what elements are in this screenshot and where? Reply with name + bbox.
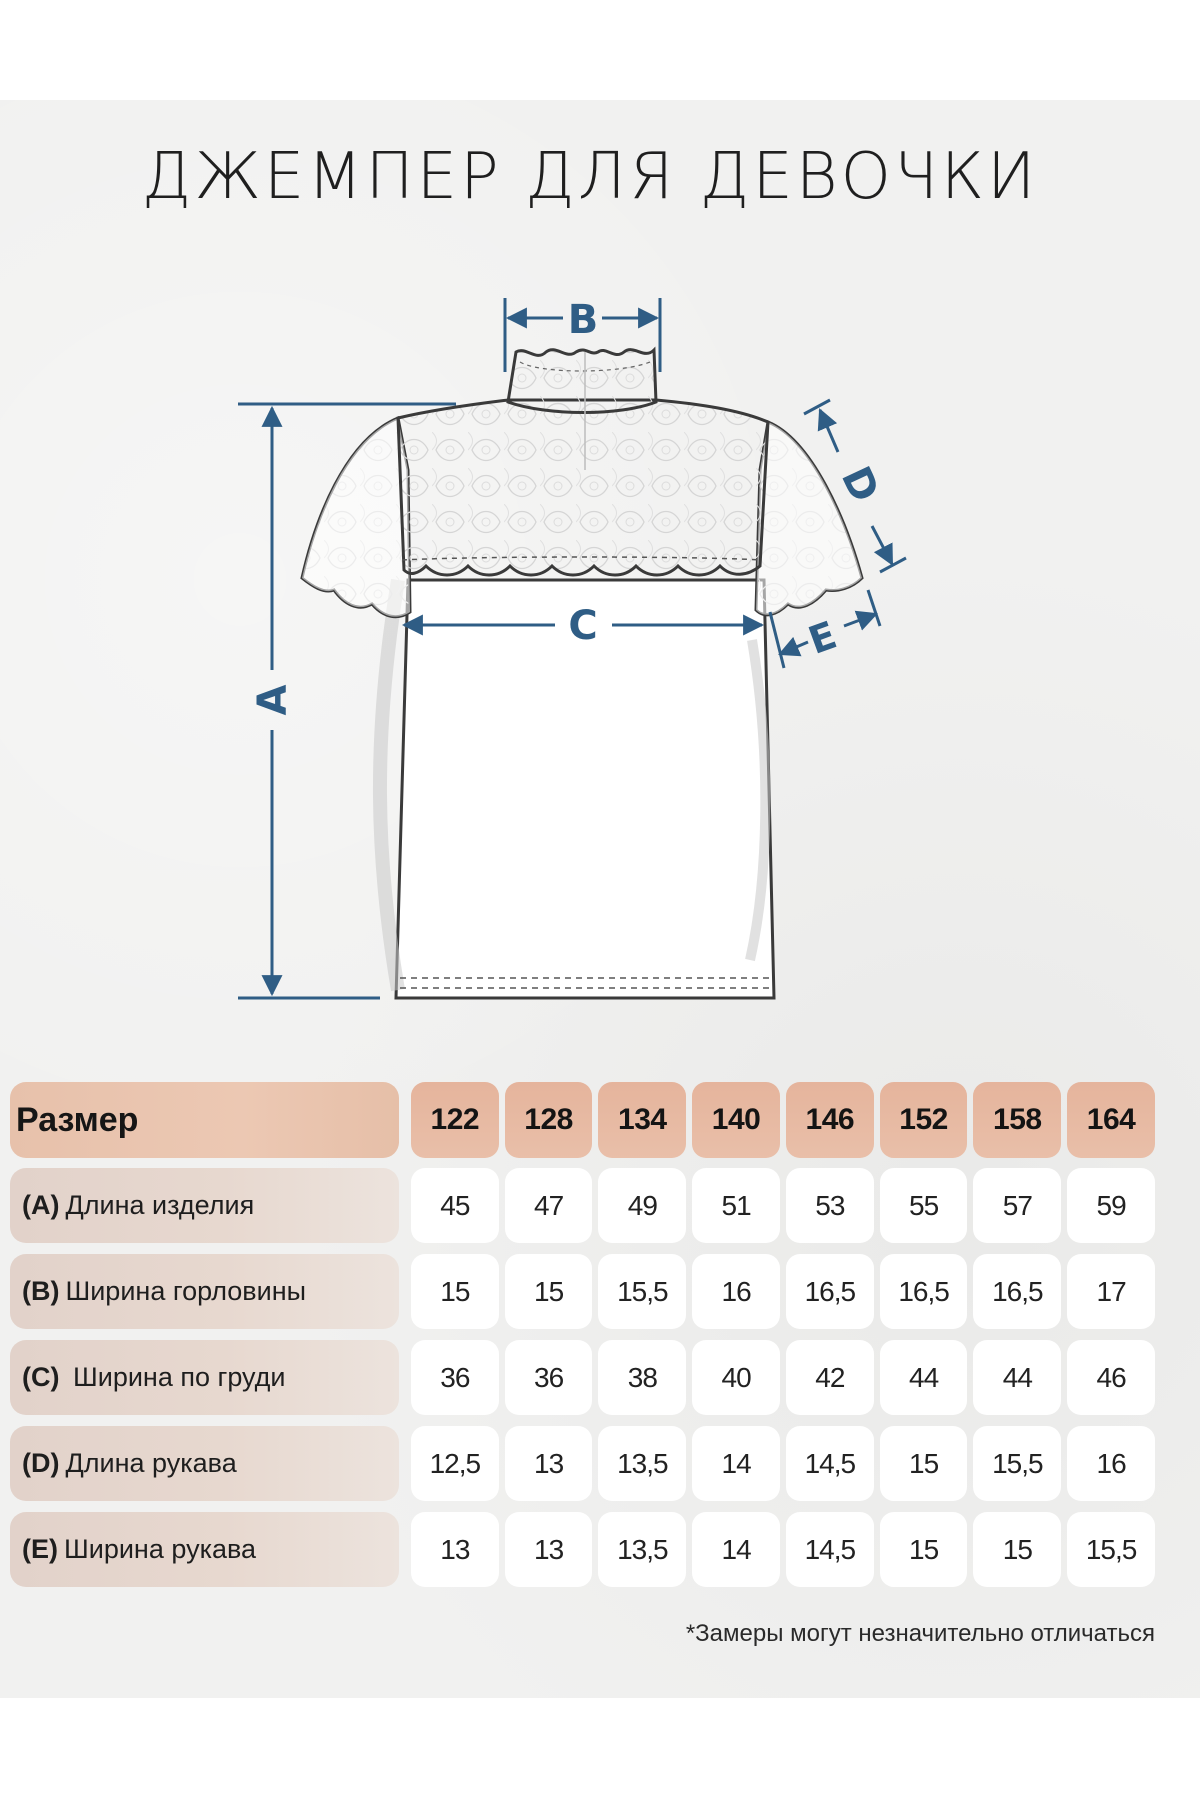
table-cell: 46 (1067, 1340, 1155, 1415)
row-label: (B) Ширина горловины (10, 1254, 399, 1329)
row-label: (A) Длина изделия (10, 1168, 399, 1243)
table-cell: 38 (598, 1340, 686, 1415)
label-e: E (802, 612, 843, 663)
size-header-cell: 164 (1067, 1082, 1155, 1158)
table-cell: 40 (692, 1340, 780, 1415)
page-title: ДЖЕМПЕР ДЛЯ ДЕВОЧКИ (141, 140, 1039, 214)
table-cell: 44 (880, 1340, 968, 1415)
table-cell: 42 (786, 1340, 874, 1415)
table-cell: 36 (505, 1340, 593, 1415)
table-cell: 14,5 (786, 1426, 874, 1501)
table-cell: 14 (692, 1512, 780, 1587)
table-cell: 16,5 (880, 1254, 968, 1329)
label-a: A (250, 684, 296, 716)
table-cell: 14,5 (786, 1512, 874, 1587)
table-cell: 16 (692, 1254, 780, 1329)
table-row (10, 1254, 1155, 1329)
size-header-cell: 146 (786, 1082, 874, 1158)
table-cell: 13 (505, 1512, 593, 1587)
table-cell: 15,5 (973, 1426, 1061, 1501)
table-row (10, 1340, 1155, 1415)
table-cell: 16,5 (786, 1254, 874, 1329)
table-row (10, 1512, 1155, 1587)
size-header-cell: 140 (692, 1082, 780, 1158)
table-cell: 55 (880, 1168, 968, 1243)
table-cell: 13 (411, 1512, 499, 1587)
table-cell: 15 (880, 1426, 968, 1501)
size-table (10, 1082, 1155, 1598)
table-cell: 45 (411, 1168, 499, 1243)
table-cell: 44 (973, 1340, 1061, 1415)
table-cell: 13,5 (598, 1512, 686, 1587)
size-header-label: Размер (10, 1082, 399, 1158)
disclaimer-note: *Замеры могут незначительно отличаться (685, 1620, 1155, 1647)
label-d: D (831, 459, 888, 510)
table-cell: 15,5 (598, 1254, 686, 1329)
table-cell: 14 (692, 1426, 780, 1501)
table-cell: 57 (973, 1168, 1061, 1243)
table-cell: 51 (692, 1168, 780, 1243)
table-cell: 15 (411, 1254, 499, 1329)
garment-shape (302, 350, 862, 998)
table-cell: 13 (505, 1426, 593, 1501)
size-header-cell: 134 (598, 1082, 686, 1158)
size-header-cell: 128 (505, 1082, 593, 1158)
table-cell: 49 (598, 1168, 686, 1243)
row-label: (D) Длина рукава (10, 1426, 399, 1501)
size-header-cell: 122 (411, 1082, 499, 1158)
table-cell: 15,5 (1067, 1512, 1155, 1587)
label-c: C (568, 603, 598, 649)
size-header-cell: 152 (880, 1082, 968, 1158)
table-cell: 15 (973, 1512, 1061, 1587)
table-header-row (10, 1082, 1155, 1158)
table-cell: 17 (1067, 1254, 1155, 1329)
table-cell: 15 (880, 1512, 968, 1587)
table-cell: 53 (786, 1168, 874, 1243)
table-cell: 16 (1067, 1426, 1155, 1501)
table-cell: 16,5 (973, 1254, 1061, 1329)
table-row (10, 1168, 1155, 1243)
table-cell: 47 (505, 1168, 593, 1243)
table-cell: 12,5 (411, 1426, 499, 1501)
table-row (10, 1426, 1155, 1501)
table-cell: 15 (505, 1254, 593, 1329)
table-cell: 36 (411, 1340, 499, 1415)
table-cell: 59 (1067, 1168, 1155, 1243)
table-cell: 13,5 (598, 1426, 686, 1501)
row-label: (C) Ширина по груди (10, 1340, 399, 1415)
row-label: (E) Ширина рукава (10, 1512, 399, 1587)
size-header-cell: 158 (973, 1082, 1061, 1158)
label-b: B (567, 297, 599, 343)
